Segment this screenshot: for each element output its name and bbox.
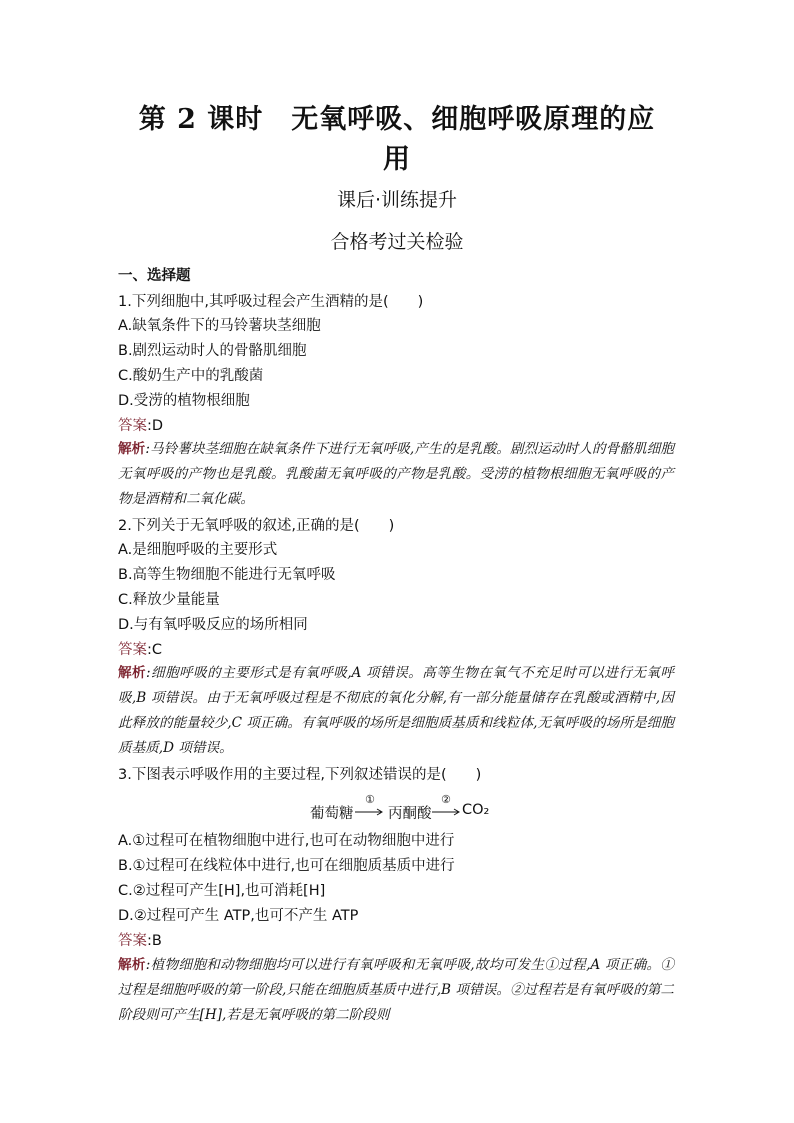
analysis-label: 解析: [118, 665, 147, 681]
answer-label: 答案: [118, 642, 147, 658]
question-2-answer: [118, 640, 162, 660]
answer-value: :B: [147, 933, 162, 949]
respiration-process-diagram: [0, 793, 794, 824]
page-title-line2: 用: [383, 144, 411, 175]
analysis-text: :植物细胞和动物细胞均可以进行有氧呼吸和无氧呼吸,故均可发生①过程,A 项正确。①过程是细胞呼吸的第一阶段,只能在细胞质基质中进行,B 项错误。②过程若是有氧呼吸的第二阶段则可产生[H],若是无氧呼吸的第二阶段则: [118, 957, 675, 1023]
answer-label: 答案: [118, 933, 147, 949]
answer-label: 答案: [118, 418, 147, 434]
question-2-analysis: [118, 661, 674, 761]
diagram-co2: CO₂: [462, 802, 490, 818]
page-subtitle: 课后·训练提升: [336, 189, 458, 211]
question-2-option-d: D.与有氧呼吸反应的场所相同: [118, 617, 308, 633]
question-3-option-b: B.①过程可在线粒体中进行,也可在细胞质基质中进行: [118, 858, 455, 874]
question-1-option-a: A.缺氧条件下的马铃薯块茎细胞: [118, 318, 321, 334]
analysis-label: 解析: [118, 441, 146, 457]
question-2-option-c: C.释放少量能量: [118, 592, 220, 608]
question-3-answer: [118, 931, 162, 951]
question-1-option-b: B.剧烈运动时人的骨骼肌细胞: [118, 343, 307, 359]
question-2-option-b: B.高等生物细胞不能进行无氧呼吸: [118, 567, 336, 583]
arrow-right-icon: [355, 806, 387, 818]
question-3-stem: 3.下图表示呼吸作用的主要过程,下列叙述错误的是( ): [118, 767, 482, 783]
answer-value: :D: [147, 418, 164, 434]
question-3-option-c: C.②过程可产生[H],也可消耗[H]: [118, 883, 326, 899]
question-3-analysis: [118, 953, 674, 1028]
diagram-pyruvate: 丙酮酸: [388, 806, 432, 822]
question-1-stem: 1.下列细胞中,其呼吸过程会产生酒精的是( ): [118, 294, 424, 310]
arrow-right-icon: [432, 806, 464, 818]
question-1-analysis: [118, 437, 674, 512]
question-1-option-d: D.受涝的植物根细胞: [118, 393, 250, 409]
analysis-text: :马铃薯块茎细胞在缺氧条件下进行无氧呼吸,产生的是乳酸。剧烈运动时人的骨骼肌细胞无氧呼吸的产物也是乳酸。乳酸菌无氧呼吸的产物是乳酸。受涝的植物根细胞无氧呼吸的产物是酒精和二氧化碳。: [118, 441, 674, 507]
answer-value: :C: [147, 642, 163, 658]
question-3-option-d: D.②过程可产生 ATP,也可不产生 ATP: [118, 908, 359, 924]
part-label: 一、选择题: [118, 268, 191, 284]
question-1-answer: [118, 416, 163, 436]
question-2-stem: 2.下列关于无氧呼吸的叙述,正确的是( ): [118, 518, 395, 534]
question-2-option-a: A.是细胞呼吸的主要形式: [118, 542, 278, 558]
analysis-label: 解析: [118, 957, 146, 973]
diagram-glucose: 葡萄糖: [310, 806, 354, 822]
question-1-option-c: C.酸奶生产中的乳酸菌: [118, 368, 264, 384]
question-3-option-a: A.①过程可在植物细胞中进行,也可在动物细胞中进行: [118, 833, 455, 849]
diagram-step-1: ①: [365, 793, 375, 806]
section-heading: 合格考过关检验: [330, 231, 464, 253]
analysis-text: :细胞呼吸的主要形式是有氧呼吸,A 项错误。高等生物在氧气不充足时可以进行无氧呼吸,B 项错误。由于无氧呼吸过程是不彻底的氧化分解,有一部分能量储存在乳酸或酒精中,因此释放的能量较少,C 项正确。有氧呼吸的场所是细胞质基质和线粒体,无氧呼吸的场所是细胞质基质,D 项错误。: [118, 665, 674, 756]
diagram-step-2: ②: [441, 793, 451, 806]
page-title-line1: 第 2 课时 无氧呼吸、细胞呼吸原理的应: [138, 104, 656, 135]
